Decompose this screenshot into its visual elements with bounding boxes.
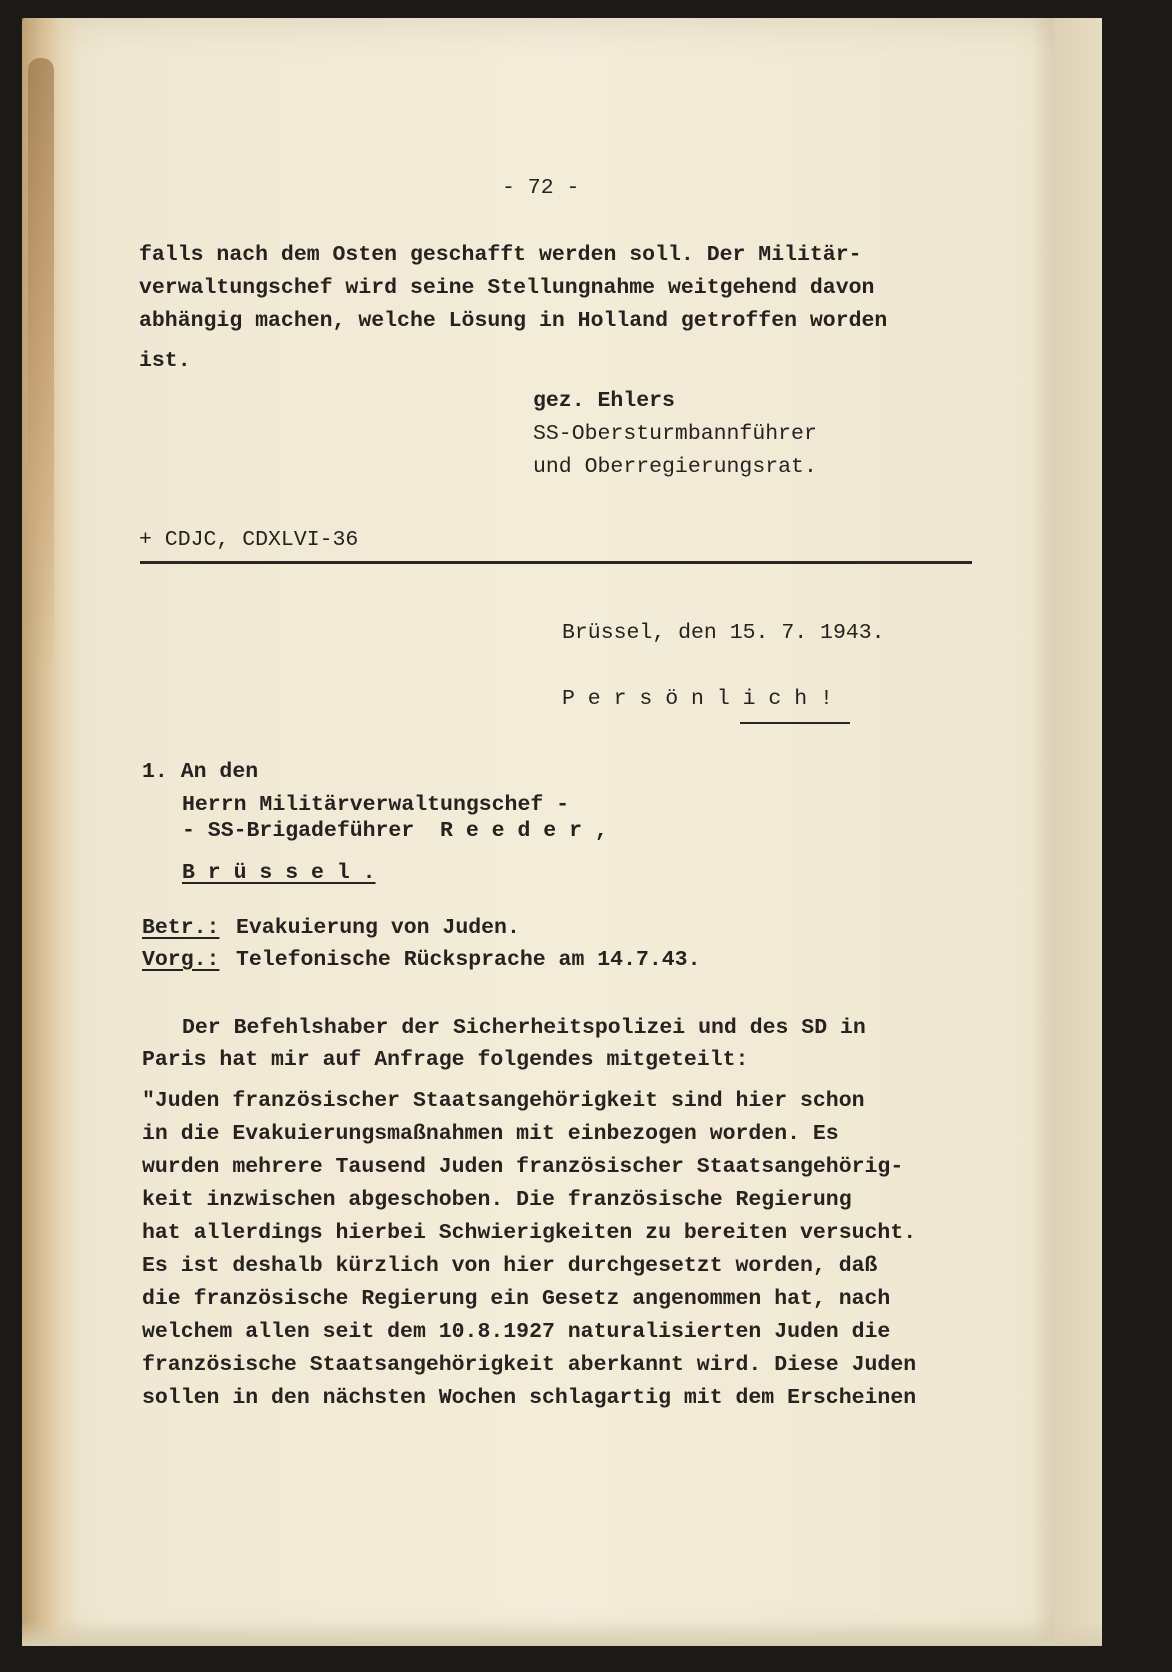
address-line: - SS-Brigadeführer R e e d e r , bbox=[182, 819, 608, 843]
paragraph-line: abhängig machen, welche Lösung in Holland getroffen worden bbox=[139, 309, 888, 333]
quote-line: sollen in den nächsten Wochen schlagartig mit dem Erscheinen bbox=[142, 1386, 917, 1410]
quote-line: Es ist deshalb kürzlich von hier durchgesetzt worden, daß bbox=[142, 1254, 878, 1278]
quote-line: hat allerdings hierbei Schwierigkeiten zu bereiten versucht. bbox=[142, 1221, 917, 1245]
page-stain-dark bbox=[28, 58, 54, 678]
quote-line: die französische Regierung ein Gesetz angenommen hat, nach bbox=[142, 1287, 891, 1311]
paragraph-line: ist. bbox=[139, 349, 191, 373]
reference-label: Vorg.: bbox=[142, 948, 220, 972]
quote-line: wurden mehrere Tausend Juden französischer Staatsangehörig- bbox=[142, 1155, 904, 1179]
page-edge-right bbox=[1032, 18, 1102, 1646]
intro-line: Der Befehlshaber der Sicherheitspolizei und des SD in bbox=[182, 1016, 866, 1040]
signature-rank: SS-Obersturmbannführer bbox=[533, 422, 817, 446]
signature-title: und Oberregierungsrat. bbox=[533, 455, 817, 479]
page-edge-bottom bbox=[22, 1620, 1102, 1646]
intro-line: Paris hat mir auf Anfrage folgendes mitgeteilt: bbox=[142, 1048, 749, 1072]
quote-line: keit inzwischen abgeschoben. Die französische Regierung bbox=[142, 1188, 852, 1212]
paragraph-line: falls nach dem Osten geschafft werden soll. Der Militär- bbox=[139, 243, 862, 267]
personal-marking: P e r s ö n l i c h ! bbox=[562, 687, 833, 711]
place-date: Brüssel, den 15. 7. 1943. bbox=[562, 621, 885, 645]
personal-underline bbox=[740, 722, 850, 724]
address-line: Herrn Militärverwaltungschef - bbox=[182, 793, 570, 817]
quote-line: französische Staatsangehörigkeit aberkannt wird. Diese Juden bbox=[142, 1353, 917, 1377]
separator-rule bbox=[140, 561, 972, 564]
reference-text: Telefonische Rücksprache am 14.7.43. bbox=[236, 948, 701, 972]
quote-line: "Juden französischer Staatsangehörigkeit sind hier schon bbox=[142, 1089, 865, 1113]
signature-name: gez. Ehlers bbox=[533, 389, 675, 413]
address-line: 1. An den bbox=[142, 760, 259, 784]
quote-line: in die Evakuierungsmaßnahmen mit einbezogen worden. Es bbox=[142, 1122, 839, 1146]
paragraph-line: verwaltungschef wird seine Stellungnahme weitgehend davon bbox=[139, 276, 875, 300]
quote-line: welchem allen seit dem 10.8.1927 naturalisierten Juden die bbox=[142, 1320, 891, 1344]
page-number: - 72 - bbox=[502, 176, 580, 200]
subject-label: Betr.: bbox=[142, 916, 220, 940]
address-city: B r ü s s e l . bbox=[182, 861, 376, 885]
archive-reference: + CDJC, CDXLVI-36 bbox=[139, 528, 359, 552]
subject-text: Evakuierung von Juden. bbox=[236, 916, 520, 940]
